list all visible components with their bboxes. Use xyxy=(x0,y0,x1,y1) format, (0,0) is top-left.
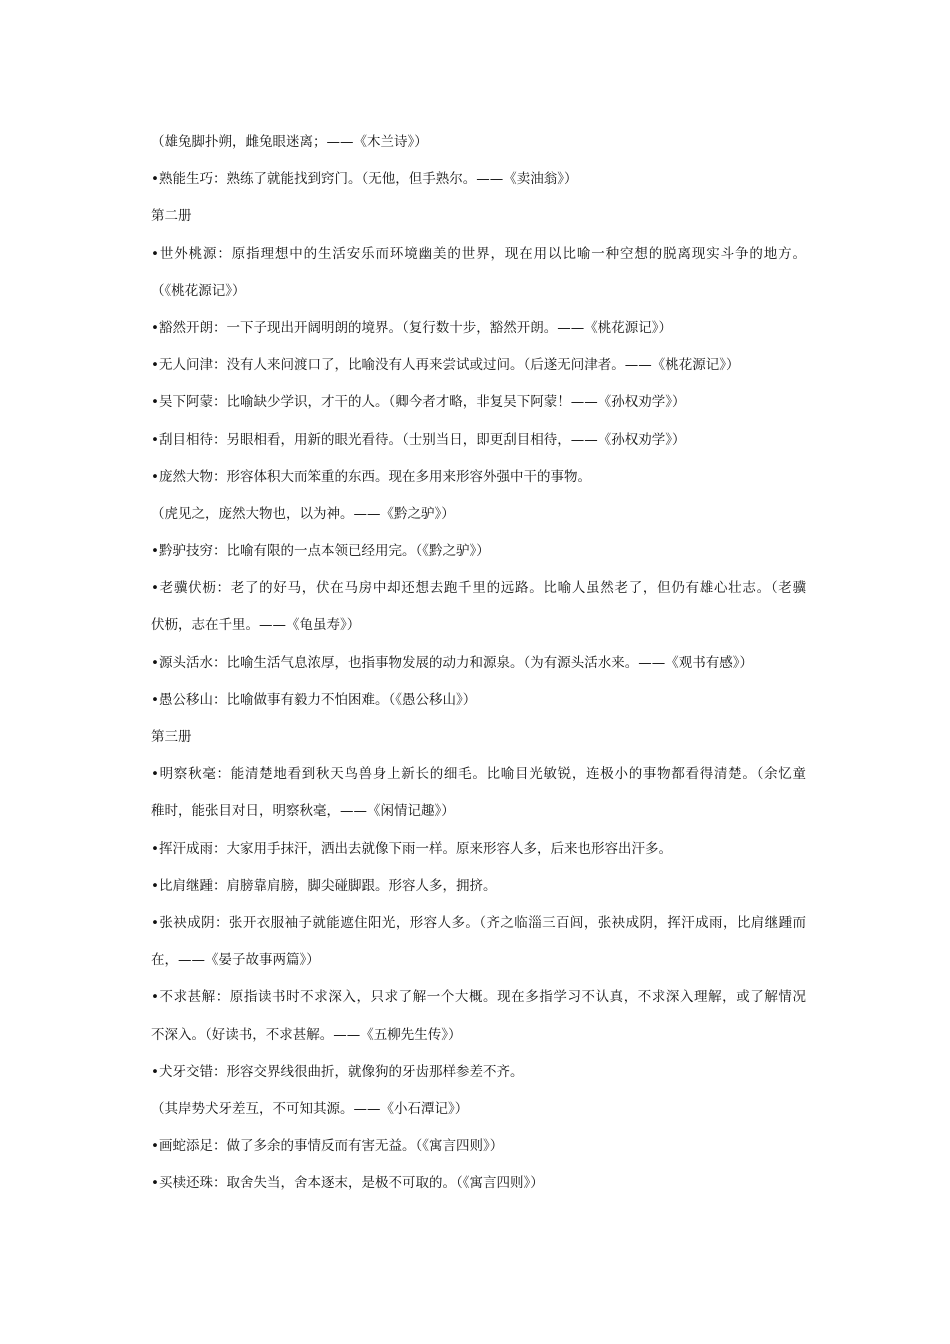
idiom-entry: •张袂成阴：张开衣服袖子就能遮住阳光，形容人多。（齐之临淄三百闾，张袂成阴，挥汗成雨，比肩继踵而 xyxy=(151,914,806,931)
idiom-entry: •刮目相待：另眼相看，用新的眼光看待。（士别当日，即更刮目相待，——《孙权劝学》） xyxy=(151,431,686,448)
quote-line: （雄兔脚扑朔，雌兔眼迷离；——《木兰诗》） xyxy=(151,134,428,150)
entry-continuation: 在，——《晏子故事两篇》） xyxy=(151,952,320,969)
idiom-entry: •源头活水：比喻生活气息浓厚，也指事物发展的动力和源泉。（为有源头活水来。——《观书有感》） xyxy=(151,654,753,671)
section-heading: 第三册 xyxy=(151,729,192,745)
idiom-entry: •老骥伏枥：老了的好马，伏在马房中却还想去跑千里的远路。比喻人虽然老了，但仍有雄心壮志。（老骥 xyxy=(151,580,806,597)
idiom-entry: •比肩继踵：肩膀靠肩膀，脚尖碰脚跟。形容人多，拥挤。 xyxy=(151,877,497,894)
entry-continuation: 伏枥，志在千里。——《龟虽寿》） xyxy=(151,617,361,634)
idiom-entry: •无人问津：没有人来问渡口了，比喻没有人再来尝试或过问。（后遂无问津者。——《桃花源记》） xyxy=(151,357,740,374)
idiom-entry: •熟能生巧：熟练了就能找到窍门。（无他，但手熟尔。——《卖油翁》） xyxy=(151,171,578,188)
idiom-entry: •画蛇添足：做了多余的事情反而有害无益。（《寓言四则》） xyxy=(151,1138,504,1155)
entry-continuation: 稚时，能张目对日，明察秋毫，——《闲情记趣》） xyxy=(151,803,455,820)
idiom-entry: •明察秋毫：能清楚地看到秋天鸟兽身上新长的细毛。比喻目光敏锐，连极小的事物都看得清楚。（余忆童 xyxy=(151,766,806,783)
idiom-entry: •豁然开朗：一下子现出开阔明朗的境界。（复行数十步，豁然开朗。——《桃花源记》） xyxy=(151,319,672,336)
idiom-entry: •买椟还珠：取舍失当，舍本逐末，是极不可取的。（《寓言四则》） xyxy=(151,1175,544,1192)
idiom-entry: •犬牙交错：形容交界线很曲折，就像狗的牙齿那样参差不齐。 xyxy=(151,1063,524,1080)
idiom-entry: •世外桃源：原指理想中的生活安乐而环境幽美的世界，现在用以比喻一种空想的脱离现实斗争的地方。 xyxy=(151,245,806,262)
idiom-entry: •庞然大物：形容体积大而笨重的东西。现在多用来形容外强中干的事物。 xyxy=(151,468,591,485)
idiom-entry: •愚公移山：比喻做事有毅力不怕困难。（《愚公移山》） xyxy=(151,691,477,708)
idiom-entry: •不求甚解：原指读书时不求深入，只求了解一个大概。现在多指学习不认真，不求深入理解，或了解情况 xyxy=(151,989,806,1006)
document-body xyxy=(151,124,806,1202)
quote-line: （虎见之，庞然大物也，以为神。——《黔之驴》） xyxy=(151,505,455,522)
idiom-entry: •挥汗成雨：大家用手抹汗，洒出去就像下雨一样。原来形容人多，后来也形容出汗多。 xyxy=(151,840,672,857)
section-heading: 第二册 xyxy=(151,208,192,225)
entry-continuation: （《桃花源记》） xyxy=(151,282,246,299)
idiom-entry: •黔驴技穷：比喻有限的一点本领已经用完。（《黔之驴》） xyxy=(151,543,490,560)
entry-continuation: 不深入。（好读书，不求甚解。——《五柳先生传》） xyxy=(151,1026,462,1043)
idiom-entry: •吴下阿蒙：比喻缺少学识，才干的人。（卿今者才略，非复吴下阿蒙！——《孙权劝学》） xyxy=(151,394,686,411)
quote-line: （其岸势犬牙差互，不可知其源。——《小石潭记》） xyxy=(151,1100,469,1117)
